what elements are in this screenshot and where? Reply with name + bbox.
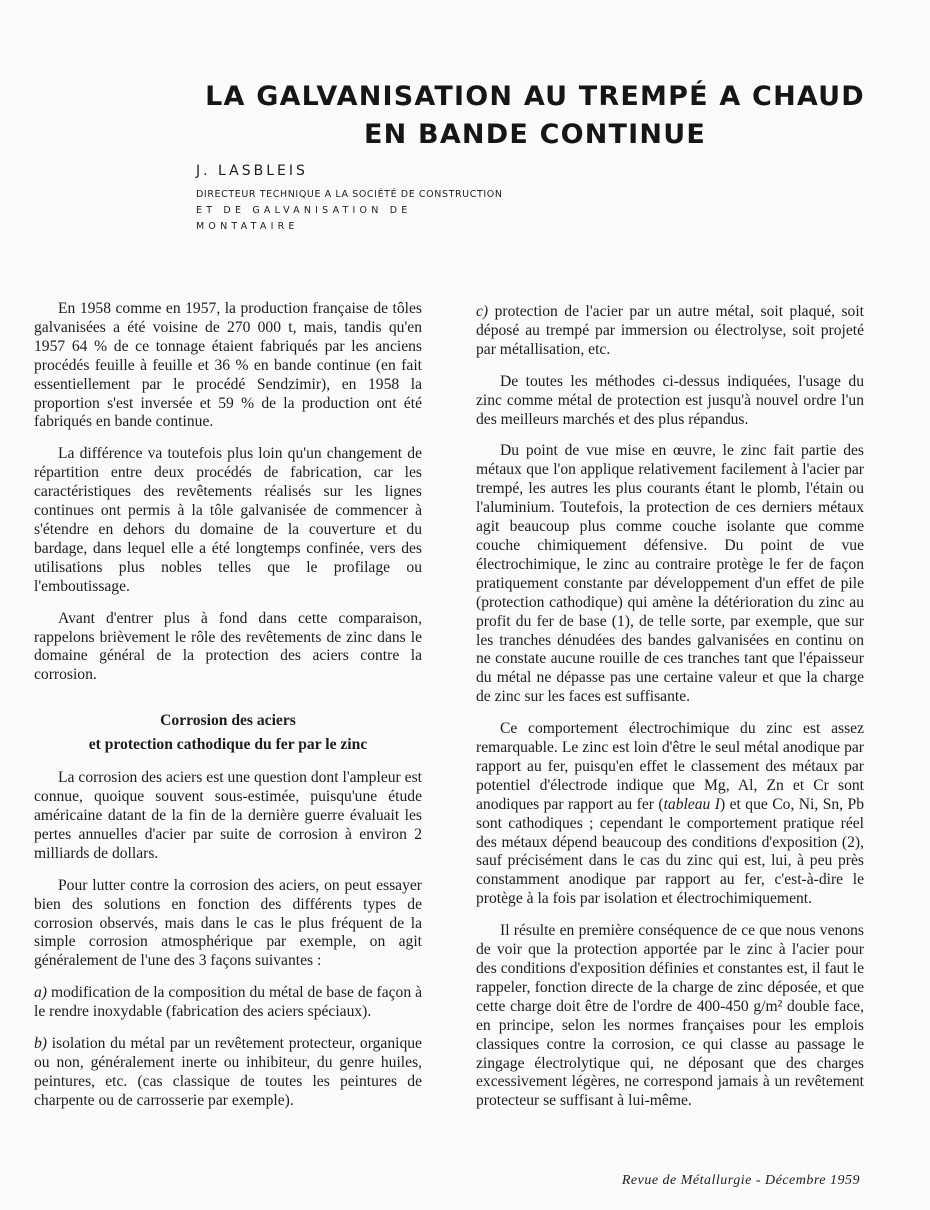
paragraph: Avant d'entrer plus à fond dans cette comparaison, rappelons brièvement le rôle des revêtements de zinc dans le domaine général de la protection des aciers contre la corrosion. <box>34 609 422 684</box>
list-item-a <box>34 984 422 1022</box>
list-marker: c) <box>476 303 489 320</box>
left-column <box>34 300 422 1124</box>
list-item-b <box>34 1035 422 1111</box>
paragraph: De toutes les méthodes ci-dessus indiquées, l'usage du zinc comme métal de protection est jusqu'à nouvel ordre l'un des meilleurs marchés et des plus répandus. <box>476 372 864 428</box>
list-item-text: isolation du métal par un revêtement protecteur, organique ou non, généralement inerte ou inhibiteur, du genre huiles, peintures, etc. (cas classique de toutes les peintures de charpente ou de carrosserie par exemple). <box>34 1035 422 1109</box>
section-heading-line-1: Corrosion des aciers <box>160 712 296 730</box>
paragraph: En 1958 comme en 1957, la production française de tôles galvanisées a été voisine de 270 000 t, mais, tandis qu'en 1957 64 % de ce tonnage étaient fabriqués par les anciens procédés feuille à feuille et 36 % en bande continue (en fait essentiellement par le procédé Sendzimir), en 1958 la proportion s'est inversée et 59 % de la production ont été fabriqués en bande continue. <box>34 300 422 431</box>
list-item-c <box>476 303 864 360</box>
paragraph-text: Ce comportement électrochimique du zinc est assez remarquable. Le zinc est loin d'être le seul métal anodique par rapport au fer, puisqu'en effet le classement des métaux par potentiel d'électrode indique que Mg, Al, Zn et Cr sont anodiques par rapport au fer ( <box>476 720 864 813</box>
author-affiliation <box>196 187 516 235</box>
paragraph: Il résulte en première conséquence de ce que nous venons de voir que la protection apportée par le zinc à l'acier pour des conditions d'exposition définies et constantes est, il faut le rappeler, fonction directe de la charge de zinc déposée, et que cette charge doit être de l'ordre de 400-450 g/m² double face, en principe, selon les normes françaises pour les emplois classiques contre la corrosion, ce qui classe au passage le zingage électrolytique qui, ne déposant que des charges excessivement légères, ne correspond jamais à un revêtement protecteur se suffisant à lui-même. <box>476 922 864 1110</box>
list-marker: b) <box>34 1035 47 1053</box>
title-line-2: EN BANDE CONTINUE <box>364 119 706 150</box>
affiliation-line-2: ET DE GALVANISATION DE MONTATAIRE <box>196 205 412 232</box>
list-item-text: modification de la composition du métal de base de façon à le rendre inoxydable (fabrication des aciers spéciaux). <box>34 984 422 1021</box>
article-title <box>195 78 875 154</box>
list-marker: a) <box>34 984 47 1002</box>
paragraph: La corrosion des aciers est une question dont l'ampleur est connue, quoique souvent sous-estimée, puisqu'une étude américaine datant de la fin de la dernière guerre évaluait les pertes annuelles d'acier par suite de corrosion à environ 2 milliards de dollars. <box>34 769 422 862</box>
paragraph: Pour lutter contre la corrosion des aciers, on peut essayer bien des solutions en fonction des différents types de corrosion observés, mais dans le cas le plus fréquent de la simple corrosion atmosphérique par exemple, on agit généralement de l'une des 3 façons suivantes : <box>34 876 422 970</box>
right-column <box>476 303 864 1124</box>
title-line-1: LA GALVANISATION AU TREMPÉ A CHAUD <box>205 81 865 112</box>
list-item-text: protection de l'acier par un autre métal, soit plaqué, soit déposé au trempé par immersion ou électrolyse, soit projeté par métallisation, etc. <box>476 303 864 358</box>
paragraph: La différence va toutefois plus loin qu'un changement de répartition entre deux procédés de fabrication, car les caractéristiques des revêtements réalisés sur les lignes continues ont permis à la tôle galvanisée de commencer à s'étendre en dehors du domaine de la couverture et du bardage, dans lequel elle a été longtemps confinée, vers des utilisations plus nobles telles que le profilage ou l'emboutissage. <box>34 445 422 595</box>
paragraph: Du point de vue mise en œuvre, le zinc fait partie des métaux que l'on applique relativement facilement à l'acier par trempé, les autres les plus courants étant le plomb, l'étain ou l'aluminium. Toutefois, la protection de ces derniers métaux agit beaucoup plus comme couche isolante que comme couche chimiquement défensive. Du point de vue électrochimique, le zinc au contraire protège le fer de façon pratiquement constante par développement d'un effet de pile (protection cathodique) qui amène la détérioration du zinc au profit du fer de base (1), de telle sorte, par exemple, que sur les tranches dénudées des bandes galvanisées en continu on ne constate aucune rouille de ces tranches tant que l'épaisseur du métal ne dépasse pas une certaine valeur et que la charge de zinc sur les faces est suffisante. <box>476 442 864 706</box>
affiliation-line-1: DIRECTEUR TECHNIQUE A LA SOCIÉTÉ DE CONSTRUCTION <box>196 189 503 200</box>
journal-footer: Revue de Métallurgie - Décembre 1959 <box>621 1173 860 1188</box>
section-heading-line-2: et protection cathodique du fer par le zinc <box>88 736 368 754</box>
table-reference: tableau I <box>663 795 720 813</box>
paragraph <box>476 720 864 909</box>
author-name: J. LASBLEIS <box>196 163 308 179</box>
paragraph-text: ) et que Co, Ni, Sn, Pb sont cathodiques ; cependant le comportement pratique réel des métaux dépend beaucoup des conditions d'exposition (2), sauf précisément dans le cas du zinc qui est, lui, à peu près constamment anodique par rapport au fer, c'est-à-dire le protège à la fois par isolation et électrochimiquement. <box>476 795 864 908</box>
section-heading <box>34 709 422 757</box>
